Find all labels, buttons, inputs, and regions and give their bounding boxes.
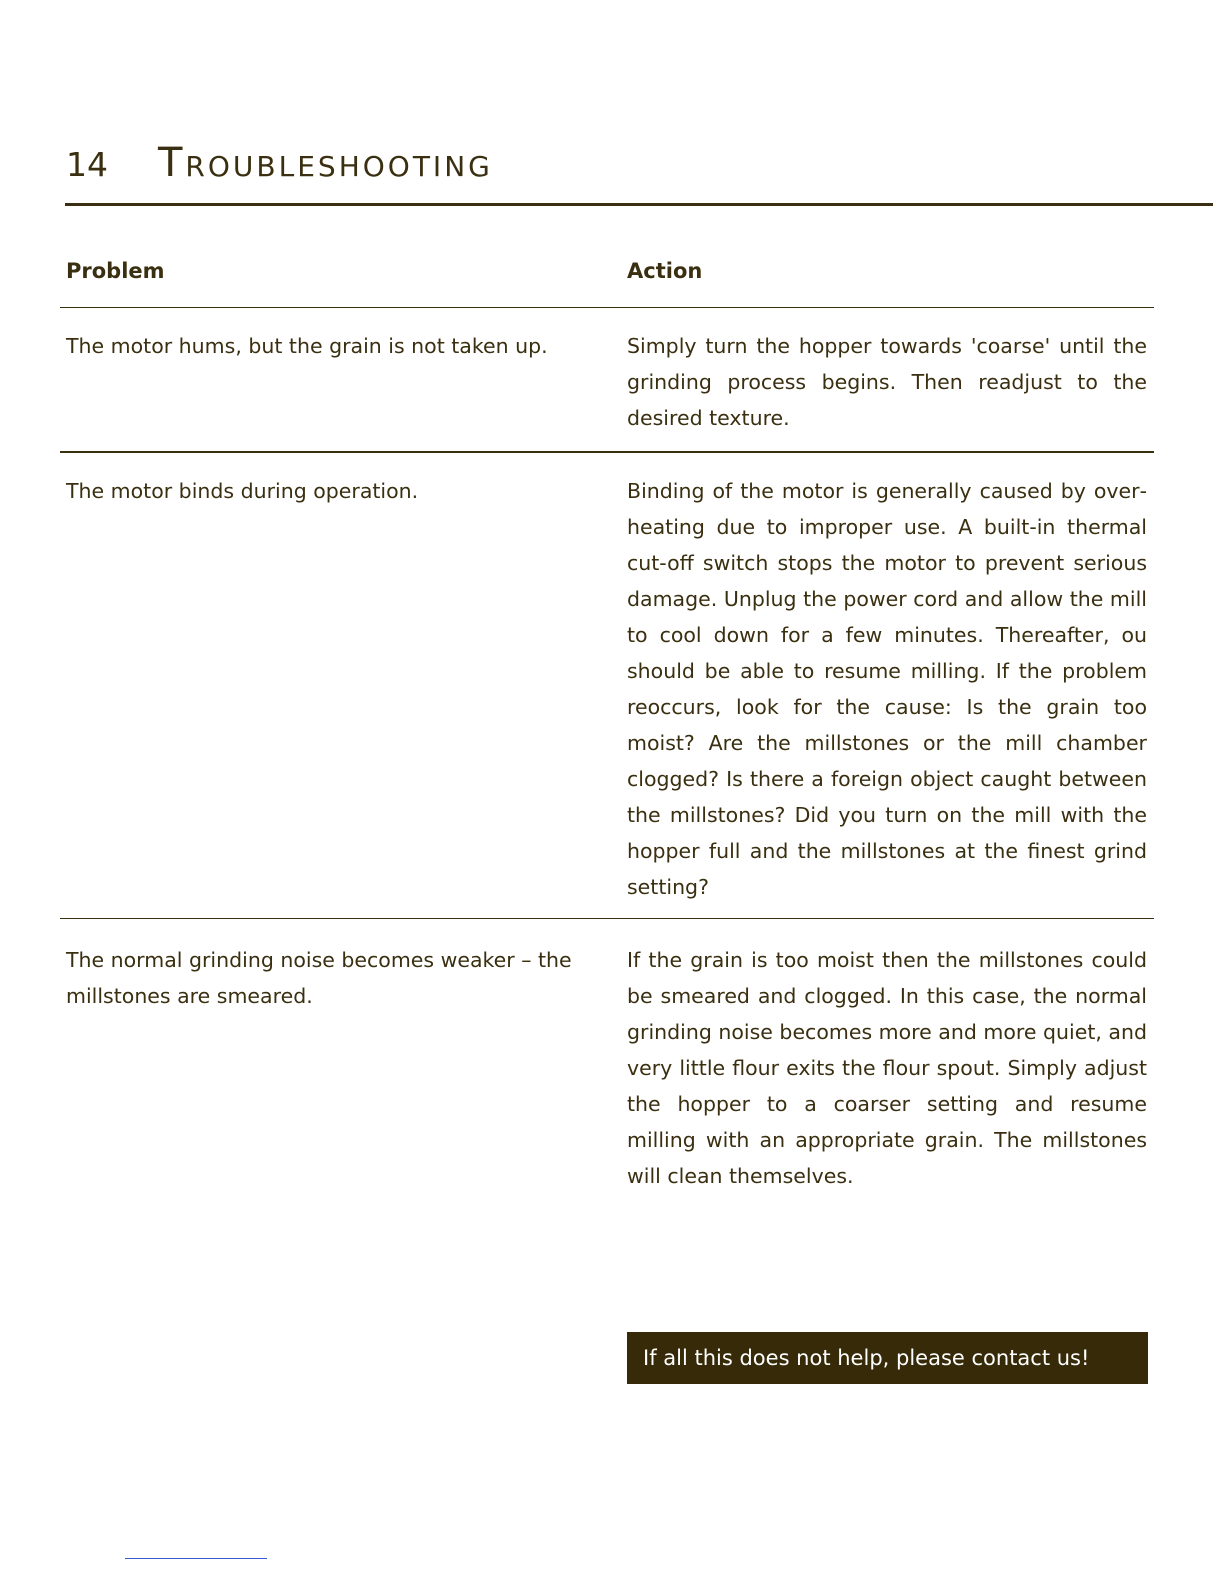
footer-line [125, 1558, 267, 1559]
contact-note-box [627, 1332, 1148, 1384]
problem-cell: The motor binds during operation. [66, 479, 419, 503]
section-heading [66, 140, 493, 196]
problem-column-header: Problem [66, 259, 165, 283]
action-column-header: Action [627, 259, 703, 283]
action-cell: Binding of the motor is generally caused by overheating due to improper use. A built-in thermal cut-off switch stops the motor to prevent serious damage. Unplug the power cord and allow the mill to cool down for a few minutes. Thereafter, ou should be able to resume milling. If the problem reoccurs, look for the cause: Is the grain too moist? Are the millstones or the mill chamber clogged? Is there a foreign object caught between the millstones? Did you turn on the mill with the hopper full and the millstones at the finest grind setting? [627, 479, 1147, 899]
section-number: 14 [66, 145, 108, 184]
action-cell: Simply turn the hopper towards 'coarse' until the grinding process begins. Then readjust to the desired texture. [627, 334, 1147, 430]
table-divider [60, 918, 1154, 919]
table-divider [60, 307, 1154, 308]
section-title: Troubleshooting [158, 140, 493, 186]
contact-note-text: If all this does not help, please contact us! [643, 1346, 1090, 1370]
problem-cell: The normal grinding noise becomes weaker – the millstones are smeared. [66, 948, 572, 1008]
heading-rule [65, 203, 1213, 206]
action-cell: If the grain is too moist then the millstones could be smeared and clogged. In this case, the normal grinding noise becomes more and more quiet, and very little flour exits the flour spout. Simply adjust the hopper to a coarser setting and resume milling with an appropriate grain. The millstones will clean themselves. [627, 948, 1147, 1188]
problem-cell: The motor hums, but the grain is not taken up. [66, 334, 548, 358]
table-divider [60, 451, 1154, 453]
